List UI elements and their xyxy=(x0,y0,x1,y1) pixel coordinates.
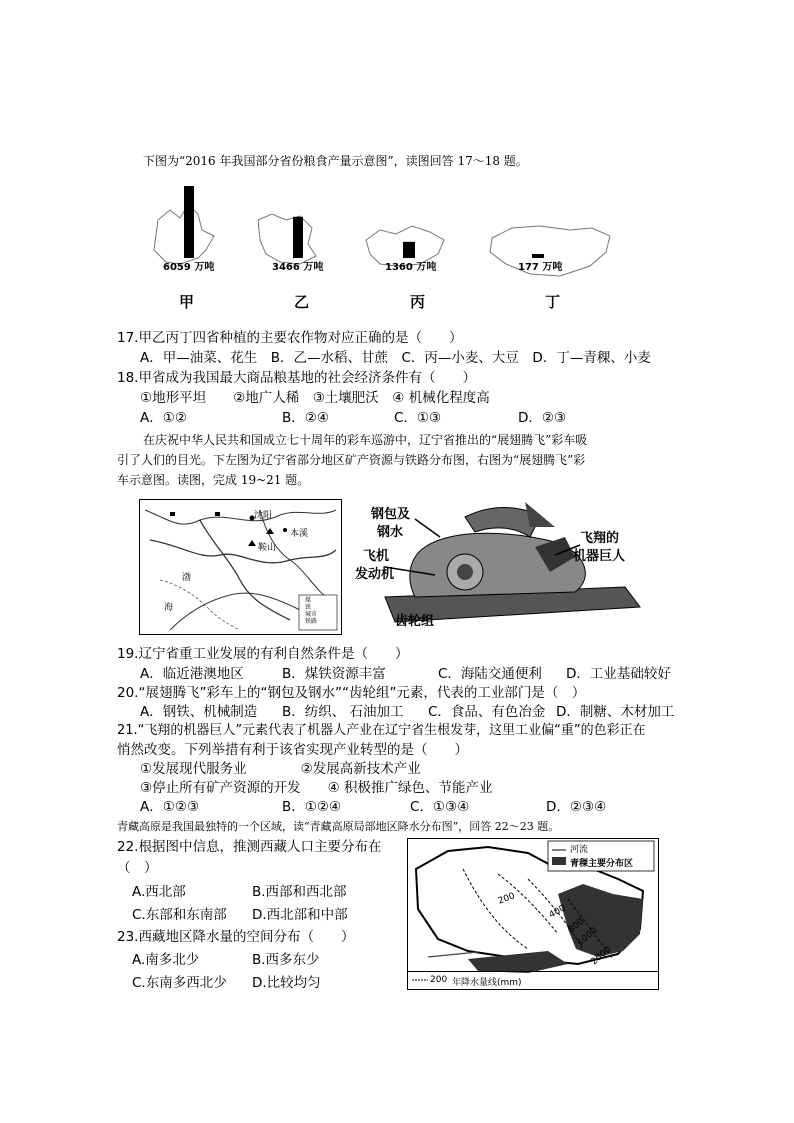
place-shenyang: 沈阳 xyxy=(254,511,273,521)
q22-option-d: D.西北部和中部 xyxy=(252,907,348,923)
place-hai: 海 xyxy=(164,603,174,613)
q21-option-b: B．①②④ xyxy=(282,799,342,815)
legend-iron: 铁 xyxy=(305,604,312,611)
q18-items: ①地形平坦 ②地广人稀 ③土壤肥沃 ④ 机械化程度高 xyxy=(140,390,490,406)
intro-17-18: 下图为“2016 年我国部分省份粮食产量示意图”，读图回答 17～18 题。 xyxy=(143,154,528,168)
label-gear: 齿轮组 xyxy=(395,614,435,629)
intro-19-21-line2: 引了人们的目光。下左图为辽宁省部分地区矿产资源与铁路分布图，右图为“展翅腾飞”彩 xyxy=(117,453,586,467)
q18-option-b: B．②④ xyxy=(282,410,329,426)
value-label-bing: 1360 万吨 xyxy=(385,262,437,273)
grain-bar-0 xyxy=(184,186,194,258)
isoline-400: 400 xyxy=(547,903,568,921)
q18-option-a: A．①② xyxy=(140,410,187,426)
q21-stem-line1: 21.“飞翔的机器巨人”元素代表了机器人产业在辽宁省生根发芽，这里工业偏“重”的色彩正在 xyxy=(117,723,646,738)
legend-rail: 铁路 xyxy=(305,618,318,625)
q22-stem-line2: （ ） xyxy=(117,860,158,876)
province-yi-outline xyxy=(258,214,316,264)
caption-ding: 丁 xyxy=(545,293,561,311)
label-engine: 飞机 xyxy=(363,549,390,564)
place-benxi: 本溪 xyxy=(290,529,309,539)
caption-bing: 丙 xyxy=(410,293,426,311)
label-robot: 飞翔的 xyxy=(580,531,620,546)
label-steel: 钢包及 xyxy=(371,507,411,522)
q20-stem: 20.“展翅腾飞”彩车上的“钢包及钢水”“齿轮组”元素，代表的工业部门是（ ） xyxy=(117,685,586,701)
q18-stem: 18.甲省成为我国最大商品粮基地的社会经济条件有（ ） xyxy=(117,370,476,386)
q18-option-c: C．①③ xyxy=(394,410,442,426)
q21-items-line2: ③停止所有矿产资源的开发 ④ 积极推广绿色、节能产业 xyxy=(140,780,493,796)
q19-stem: 19.辽宁省重工业发展的有利自然条件是（ ） xyxy=(117,646,409,662)
q22-option-a: A.西北部 xyxy=(132,884,186,900)
q23-stem: 23.西藏地区降水量的空间分布（ ） xyxy=(117,929,355,945)
q21-option-a: A．①②③ xyxy=(140,799,200,815)
float-illustration xyxy=(355,497,655,637)
intro-22-23: 青藏高原是我国最独特的一个区域，读“青藏高原局部地区降水分布图”，回答 22～23 题。 xyxy=(117,820,560,833)
label-steel2: 钢水 xyxy=(377,525,404,540)
label-robot2: 机器巨人 xyxy=(573,549,626,564)
liaoning-legend xyxy=(305,597,317,625)
legend-city: 城市 xyxy=(305,611,318,618)
value-label-yi: 3466 万吨 xyxy=(272,262,324,273)
q23-option-a: A.南多北少 xyxy=(132,952,200,968)
legend-coal: 煤 xyxy=(305,597,312,604)
place-anshan: 鞍山 xyxy=(258,543,277,553)
legend-river: 河流 xyxy=(570,845,589,855)
q22-stem-line1: 22.根据图中信息，推测西藏人口主要分布在 xyxy=(117,839,382,855)
bottom-legend-value: 200 xyxy=(430,975,448,985)
q19-option-a: A．临近港澳地区 xyxy=(140,666,244,682)
isoline-2000: 2000 xyxy=(589,944,614,968)
isoline-200: 200 xyxy=(496,891,517,907)
place-bo: 渤 xyxy=(182,573,192,583)
tibet-bottom-legend xyxy=(408,971,658,990)
q19-option-d: D．工业基础较好 xyxy=(566,666,671,682)
grain-bar-2 xyxy=(403,242,415,258)
caption-yi: 乙 xyxy=(294,293,310,311)
intro-19-21-line3: 车示意图。读图，完成 19~21 题。 xyxy=(117,473,310,487)
value-label-jia: 6059 万吨 xyxy=(163,262,215,273)
q23-option-d: D.比较均匀 xyxy=(252,975,321,991)
q19-option-b: B．煤铁资源丰富 xyxy=(282,666,386,682)
q20-option-c: C．食品、有色冶金 xyxy=(428,704,546,720)
isoline-1000: 1000 xyxy=(575,925,600,949)
q23-option-b: B.西多东少 xyxy=(252,952,320,968)
q21-items-line1: ①发展现代服务业 ②发展高新技术产业 xyxy=(140,761,421,777)
q20-option-b: B．纺织、 石油加工 xyxy=(282,704,404,720)
tibet-precipitation-map xyxy=(407,838,659,990)
q18-option-d: D．②③ xyxy=(518,410,567,426)
label-engine2: 发动机 xyxy=(355,567,395,582)
q22-option-c: C.东部和东南部 xyxy=(132,907,227,923)
q17-options: A．甲—油菜、花生 B．乙—水稻、甘蔗 C．丙—小麦、大豆 D．丁—青稞、小麦 xyxy=(140,350,651,366)
q19-option-c: C．海陆交通便利 xyxy=(438,666,542,682)
q21-option-c: C．①③④ xyxy=(410,799,470,815)
intro-19-21-line1: 在庆祝中华人民共和国成立七十周年的彩车巡游中，辽宁省推出的“展翅腾飞”彩车吸 xyxy=(143,433,588,447)
q21-option-d: D．②③④ xyxy=(546,799,607,815)
q21-stem-line2: 悄然改变。下列举措有利于该省实现产业转型的是（ ） xyxy=(117,742,468,758)
value-label-ding: 177 万吨 xyxy=(518,262,563,273)
caption-jia: 甲 xyxy=(179,293,195,311)
liaoning-map xyxy=(139,499,342,635)
legend-barley: 青稞主要分布区 xyxy=(570,859,634,869)
bottom-legend-label: 年降水量线(mm) xyxy=(452,978,522,988)
q20-option-a: A．钢铁、机械制造 xyxy=(140,704,258,720)
q22-option-b: B.西部和西北部 xyxy=(252,884,347,900)
grain-bar-1 xyxy=(293,217,303,258)
q20-option-d: D．制糖、木材加工 xyxy=(556,704,675,720)
q17-stem: 17.甲乙丙丁四省种植的主要农作物对应正确的是（ ） xyxy=(117,330,463,346)
q23-option-c: C.东南多西北少 xyxy=(132,975,227,991)
isoline-800: 800 xyxy=(566,916,587,936)
